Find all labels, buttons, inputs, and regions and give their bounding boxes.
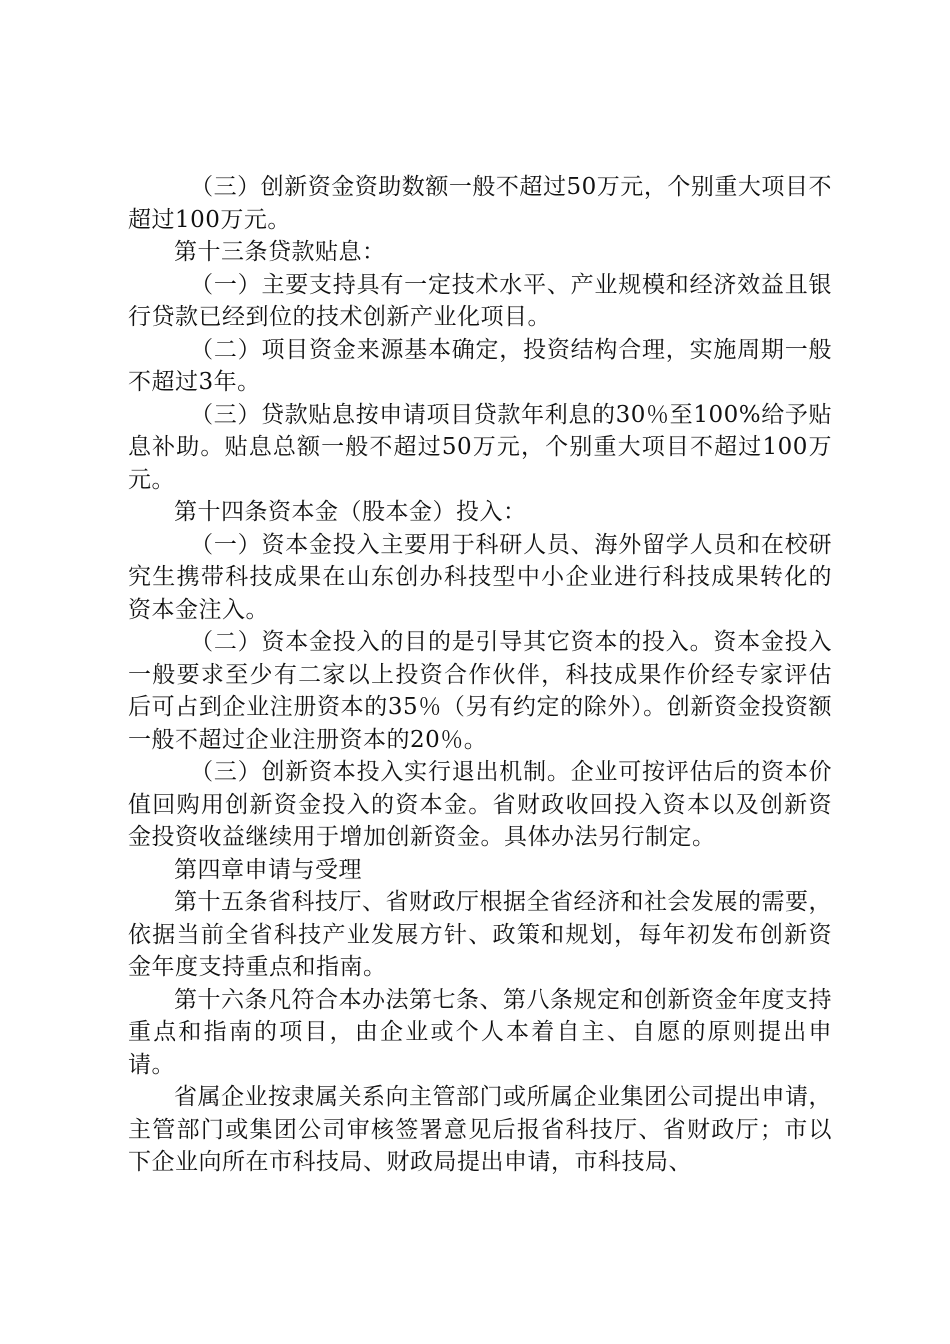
paragraph-loan-support-scope: （一）主要支持具有一定技术水平、产业规模和经济效益且银行贷款已经到位的技术创新产业化项目。 <box>128 271 832 330</box>
paragraph-capital-injection-use: （一）资本金投入主要用于科研人员、海外留学人员和在校研究生携带科技成果在山东创办科技型中小企业进行科技成果转化的资本金注入。 <box>128 531 832 623</box>
paragraph-loan-interest-subsidy: （三）贷款贴息按申请项目贷款年利息的30％至100%给予贴息补助。贴息总额一般不超过50万元，个别重大项目不超过100万元。 <box>128 401 832 493</box>
document-body <box>128 171 832 1179</box>
paragraph-loan-funding-source: （二）项目资金来源基本确定，投资结构合理，实施周期一般不超过3年。 <box>128 336 832 395</box>
article-14-heading: 第十四条资本金（股本金）投入： <box>174 499 527 525</box>
article-15-paragraph: 第十五条省科技厅、省财政厅根据全省经济和社会发展的需要，依据当前全省科技产业发展方针、政策和规划，每年初发布创新资金年度支持重点和指南。 <box>128 889 832 980</box>
chapter-4-heading: 第四章申请与受理 <box>174 856 362 883</box>
paragraph-capital-exit-mechanism: （三）创新资本投入实行退出机制。企业可按评估后的资本价值回购用创新资金投入的资本金。省财政收回投入资本以及创新资金投资收益继续用于增加创新资金。具体办法另行制定。 <box>128 759 832 850</box>
paragraph-application-procedure: 省属企业按隶属关系向主管部门或所属企业集团公司提出申请，主管部门或集团公司审核签署意见后报省科技厅、省财政厅；市以下企业向所在市科技局、财政局提出申请，市科技局、 <box>128 1084 832 1175</box>
paragraph-innovation-fund-amount: （三）创新资金资助数额一般不超过50万元，个别重大项目不超过100万元。 <box>128 174 832 233</box>
paragraph-capital-injection-purpose: （二）资本金投入的目的是引导其它资本的投入。资本金投入一般要求至少有二家以上投资合作伙伴，科技成果作价经专家评估后可占到企业注册资本的35％（另有约定的除外）。创新资金投资额一般不超过企业注册资本的20％。 <box>128 629 832 753</box>
article-16-paragraph: 第十六条凡符合本办法第七条、第八条规定和创新资金年度支持重点和指南的项目，由企业或个人本着自主、自愿的原则提出申请。 <box>128 986 832 1078</box>
article-13-heading: 第十三条贷款贴息： <box>174 239 386 265</box>
